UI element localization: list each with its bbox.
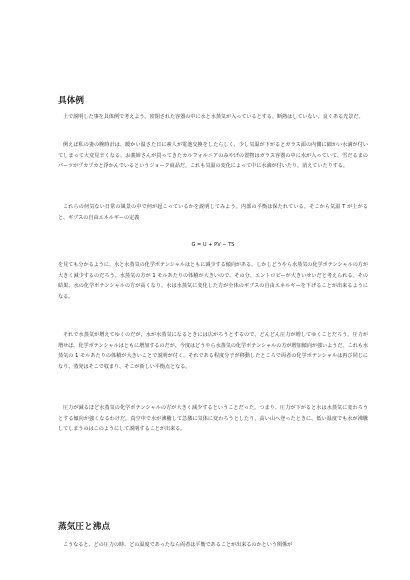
paragraph-pressure-decrease: 圧力が減るほど水蒸気の化学ポテンシャルの方が大きく減少するということだった。つまり、圧力が下がると水は水蒸気に変わろうとする傾向が強くなるわけだ。真空中で水が沸騰して急激に気体に変わろうとしたり、高い山へ登ったときに、低い温度でも水が沸騰してしまうのはこのようにして説明することが出来る。 [58,405,368,433]
paragraph-chemical-potential: を見ても分かるように、水と水蒸気の化学ポテンシャルはともに減少する傾向がある。しかしどうやら水蒸気の化学ポテンシャルの方が大きく減少するのだろう。水蒸気の方が 1 モルあたりの体積が大きいので、その分、エントロピーが大きいせいだと考えられる。その結果、水の化学ポテンシャルの方が高くなり、水は水蒸気に変化した方が全体のギブスの自由エネルギーを下げることが出来るようになる。 [58,262,368,300]
paragraph-intro: 上で説明した事を具体例で考えよう。密閉された容器の中に水と水蒸気が入っているとする。断熱はしていない。良くある光景だ。 [63,114,364,120]
paragraph-watch-example: 例えば私の妻の腕時計は、暖かい温さた日に素人が電池交換をしたらしく、少し気温が下がるとガラス面の内側に細かい水滴が付いてしまって大変見辛くなる。お義姉さんが買ってきたカルフォルニアのみやげの置物はガラス容器の中に水が入っていて、雪だるまのパーツがプカプカと浮かんでいるというジョーク商品だ。これも気温の変化によって中に水滴が付いたり、消えていたりする。 [58,142,368,170]
section-heading-examples: 具体例 [58,96,85,106]
gibbs-formula: G = U + PV − TS [191,242,235,248]
section-heading-vapor-pressure: 蒸気圧と沸点 [58,522,111,532]
paragraph-explanation: これらの何気ない日常の風景の中で何が起こっているかを説明してみよう。内部の平衡は保たれている。そこから気温 T が上がると、ギブスの自由エネルギーの定義 [58,204,368,221]
paragraph-vapor-pressure-intro: こうなると、どの圧力の時、どの温度であったなら両者は平衡であることが出来るのかという関係が [63,542,293,548]
paragraph-pressure-increase: それで水蒸気が増えてゆくのだが、水が水蒸気になるときには広がろうとするので、どんどん圧力が増してゆくことだろう。圧力が増せば、化学ポテンシャルはともに増加するのだが、今度はどうやら水蒸気の化学ポテンシャルの方が増加傾向が強いようだ。これも水蒸気の 1 モルあたりの体積が大きいことで説明が付く。それである程度分子が移動したところで両者の化学ポテンシャルは再び同じになり、蒸発はそこで収まり、そこが新しい平衡点となる。 [58,332,368,370]
